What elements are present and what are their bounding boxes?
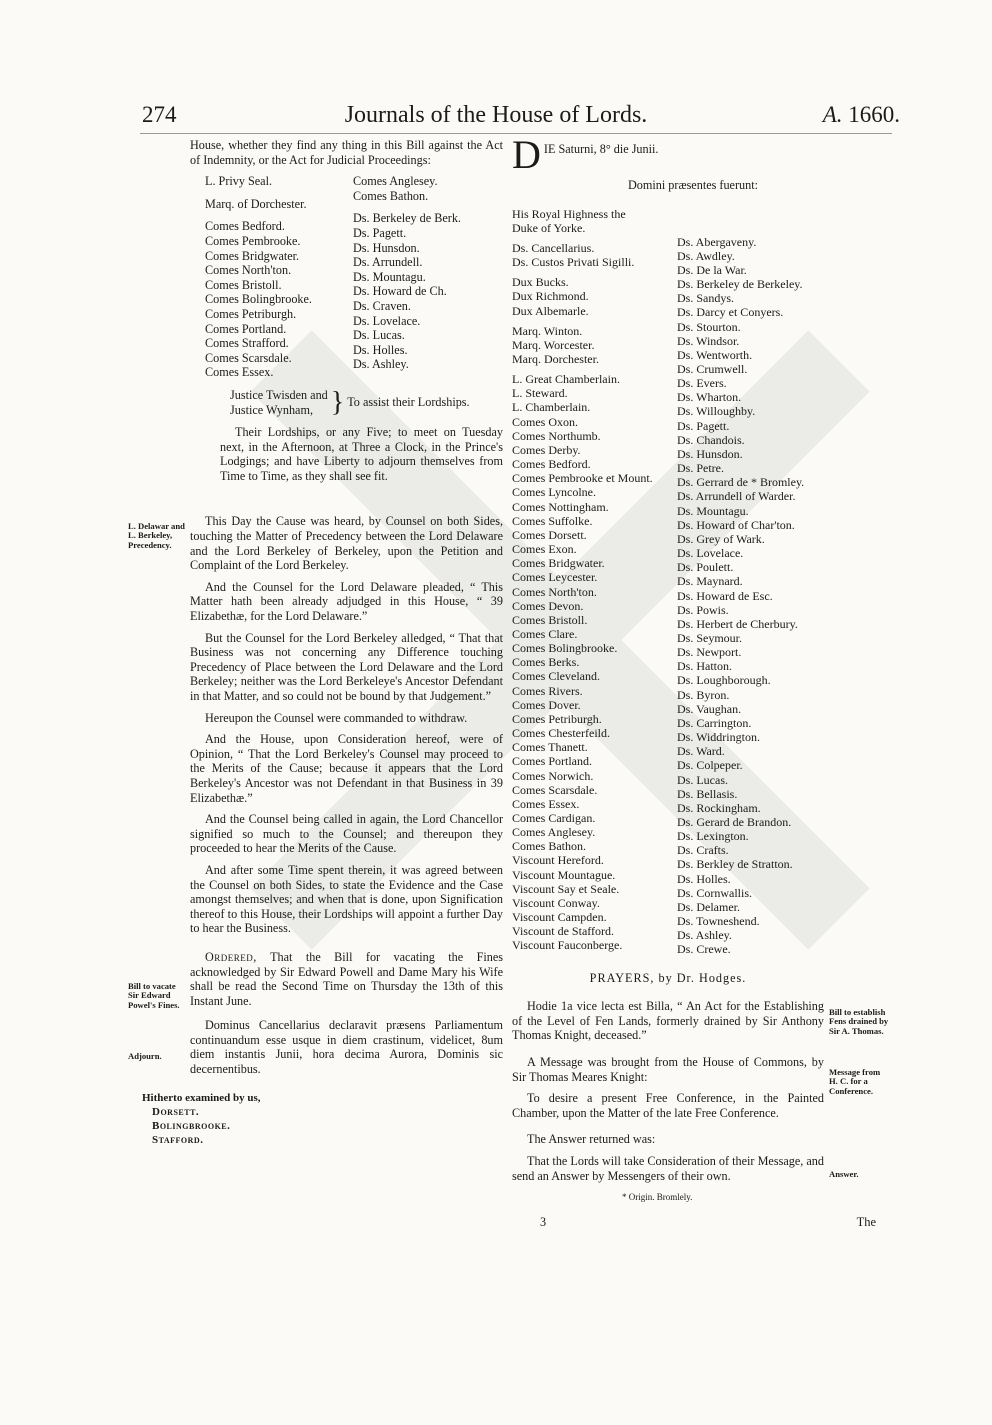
lord-present: Ds. Towneshend. (677, 914, 760, 929)
lord-present: Ds. De la War. (677, 262, 747, 277)
lord-present: Comes Dorsett. (512, 527, 587, 542)
committee-member: Comes Scarsdale. (205, 350, 292, 365)
lord-present: Viscount Hereford. (512, 853, 604, 868)
lord-present: Ds. Powis. (677, 602, 729, 617)
catchword: The (856, 1214, 876, 1229)
committee-member: Ds. Pagett. (353, 225, 407, 240)
committee-member: Comes Bristoll. (205, 277, 282, 292)
lord-present: Comes Cleveland. (512, 669, 600, 684)
lord-present: Ds. Crewe. (677, 942, 731, 957)
delaware-counsel-paragraph: And the Counsel for the Lord Delaware pleaded, “ This Matter hath been already adjudged in this House, “ 39 Elizabethæ, for the Lord Delaware.” (190, 579, 503, 624)
committee-member: Ds. Ashley. (353, 357, 409, 372)
committee-member: L. Privy Seal. (205, 174, 273, 189)
lord-present: Comes Nottingham. (512, 499, 609, 514)
lord-present: Ds. Grey of Wark. (677, 531, 765, 546)
header-rule (140, 133, 892, 134)
lord-present: Ds. Wharton. (677, 390, 742, 405)
margin-note-message: Message from H. C. for a Conference. (829, 1067, 881, 1096)
lord-present: Ds. Howard de Esc. (677, 588, 773, 603)
committee-member: Ds. Hunsdon. (353, 240, 420, 255)
running-title: Journals of the House of Lords. (344, 102, 648, 128)
lord-present: Comes Portland. (512, 754, 592, 769)
ordered-label: Ordered, (205, 949, 257, 964)
running-year (823, 100, 900, 130)
lord-present: Comes Anglesey. (512, 825, 596, 840)
committee-list-right (353, 174, 461, 380)
lord-present: Marq. Dorchester. (512, 352, 599, 366)
committee-list (205, 174, 503, 380)
spacer (353, 203, 461, 211)
lord-present: Comes Pembrooke et Mount. (512, 471, 653, 486)
margin-note-powel-fines: Bill to vacate Sir Edward Powel's Fines. (128, 981, 180, 1010)
lord-present: Comes Leycester. (512, 570, 598, 585)
lord-present: Ds. Wentworth. (677, 347, 753, 362)
lord-present: Comes Rivers. (512, 683, 583, 698)
lord-present: Comes Devon. (512, 598, 584, 613)
examiner-name: Dorsett. (152, 1105, 200, 1118)
lord-present: Comes Bridgwater. (512, 556, 605, 571)
lord-present: Comes Thanett. (512, 740, 588, 755)
lord-present: Comes Bedford. (512, 457, 591, 472)
opinion-paragraph: And the House, upon Consideration hereof, were of Opinion, “ That the Lord Berkeley's Counsel may proceed to the Merits of the Cause; because it appears that the Lord Berkeley's Ancestor was not Defendant in that Business in 39 Elizabethæ.” (190, 732, 503, 805)
prayers-heading: PRAYERS, by Dr. Hodges. (589, 970, 747, 985)
examiner-name: Stafford. (152, 1133, 204, 1146)
lord-present: Comes Bolingbrooke. (512, 641, 618, 656)
lord-present: Ds. Seymour. (677, 630, 743, 645)
lord-present: Viscount Say et Seale. (512, 881, 620, 896)
lord-present: Ds. Berkley de Stratton. (677, 857, 793, 872)
lord-present: Duke of Yorke. (512, 220, 586, 235)
committee-list-left (205, 174, 353, 380)
margin-note-precedency: L. Delawar and L. Berkeley, Precedency. (128, 521, 185, 550)
lord-present: Ds. Custos Privati Sigilli. (512, 255, 635, 270)
lord-present: Ds. Arrundell of Warder. (677, 489, 796, 504)
committee-member: Comes Anglesey. (353, 174, 438, 189)
justices-names (230, 388, 328, 417)
lord-present: Ds. Ashley. (677, 928, 732, 943)
lord-present: Viscount Conway. (512, 895, 600, 910)
margin-note-fens: Bill to establish Fens drained by Sir A. Thomas. (829, 1007, 889, 1036)
lord-present: Comes Bristoll. (512, 612, 588, 627)
lord-present: Ds. Vaughan. (677, 701, 742, 716)
lord-present: Ds. Gerrard de * Bromley. (677, 475, 805, 490)
lord-present: Dux Albemarle. (512, 303, 589, 318)
lord-present: Comes Lyncolne. (512, 485, 596, 500)
committee-member: Ds. Holles. (353, 342, 408, 357)
justices-block (230, 388, 503, 417)
committee-member: Marq. of Dorchester. (205, 196, 307, 211)
justice-line: Justice Wynham, (230, 402, 313, 417)
lord-present: Comes Exon. (512, 542, 577, 557)
lord-present: Comes Scarsdale. (512, 782, 598, 797)
page-number: 274 (142, 102, 177, 127)
lord-present: Ds. Ward. (677, 744, 725, 759)
lord-present: Ds. Hatton. (677, 659, 732, 674)
examined-block (142, 1091, 503, 1147)
committee-member: Comes Strafford. (205, 336, 289, 351)
lord-present: Ds. Rockingham. (677, 800, 761, 815)
brace-icon: } (330, 386, 345, 418)
justice-line: Justice Twisden and (230, 387, 328, 402)
date-text: IE Saturni, 8° die Junii. (543, 142, 659, 156)
lord-present: Ds. Chandois. (677, 432, 745, 447)
lord-present: Comes Northumb. (512, 428, 601, 443)
page-foot (512, 1214, 876, 1230)
precedency-paragraph: This Day the Cause was heard, by Counsel on both Sides, touching the Matter of Precedency between the Lord Delaware and the Lord Berkeley of Berkeley, upon the Petition and Complaint of the Lord Berkeley. (190, 514, 503, 573)
answer-heading: The Answer returned was: (527, 1132, 656, 1147)
signature-mark: 3 (540, 1214, 547, 1229)
message-paragraph: A Message was brought from the House of Commons, by Sir Thomas Meares Knight: (512, 1054, 824, 1084)
lord-present: Ds. Lucas. (677, 772, 728, 787)
lord-present: Ds. Mountagu. (677, 503, 749, 518)
lord-present: Ds. Colpeper. (677, 758, 743, 773)
lord-present: Dux Bucks. (512, 275, 569, 290)
date-heading (512, 138, 824, 172)
lord-present: Comes Chesterfeild. (512, 726, 610, 741)
lord-present: Ds. Willoughby. (677, 404, 756, 419)
footnote: * Origin. Bromlely. (622, 1192, 693, 1203)
committee-member: Comes Pembrooke. (205, 233, 301, 248)
committee-member: Ds. Lucas. (353, 328, 405, 343)
lord-present: Comes Oxon. (512, 414, 578, 429)
lords-right-list (677, 207, 804, 957)
lord-present: Ds. Windsor. (677, 333, 740, 348)
lord-present: Ds. Delamer. (677, 899, 740, 914)
justices-note: To assist their Lordships. (347, 395, 470, 410)
lord-present: Ds. Poulett. (677, 560, 734, 575)
withdraw-paragraph: Hereupon the Counsel were commanded to withdraw. (205, 710, 468, 725)
adjourn-paragraph: Dominus Cancellarius declaravit præsens Parliamentum continuandum esse usque in diem crastinum, videlicet, 8um diem instantis Junii, hora decima Aurora, Dominis sic decernentibus. (190, 1018, 503, 1077)
lord-present: Ds. Darcy et Conyers. (677, 305, 784, 320)
spacer (190, 490, 503, 514)
lord-present: Comes North'ton. (512, 584, 597, 599)
lord-present: Marq. Worcester. (512, 337, 595, 352)
examiner-name: Bolingbrooke. (152, 1119, 231, 1132)
committee-intro: House, whether they find any thing in this Bill against the Act of Indemnity, or the Act for Judicial Proceedings: (190, 138, 503, 167)
state-evidence-paragraph: And after some Time spent therein, it was agreed between the Counsel on both Sides, to state the Evidence and the Case amongst themselves; and when that is done, upon Signification thereof to this House, their Lordships will appoint a further Day to hear the Business. (190, 862, 503, 936)
committee-member: Comes North'ton. (205, 263, 292, 278)
lord-present: Viscount Fauconberge. (512, 938, 623, 953)
fen-bill-paragraph: Hodie 1a vice lecta est Billa, “ An Act for the Establishing of the Level of Fen Lands, formerly drained by Sir Anthony Thomas Knight, deceased.” (512, 999, 824, 1043)
lord-present: Ds. Lexington. (677, 829, 749, 844)
committee-member: Comes Petriburgh. (205, 306, 297, 321)
lord-present: Ds. Evers. (677, 376, 727, 391)
committee-member: Ds. Lovelace. (353, 313, 421, 328)
lord-present: Ds. Stourton. (677, 319, 741, 334)
committee-member: Ds. Craven. (353, 298, 411, 313)
lord-present: Comes Petriburgh. (512, 711, 602, 726)
year-value: 1660. (848, 102, 900, 127)
lord-present: L. Great Chamberlain. (512, 372, 620, 387)
lord-present: Ds. Newport. (677, 645, 742, 660)
lord-present: Marq. Winton. (512, 323, 583, 338)
lord-present: Ds. Bellasis. (677, 786, 738, 801)
lord-present: Ds. Cornwallis. (677, 885, 752, 900)
margin-note-answer: Answer. (829, 1169, 859, 1179)
lord-present: Comes Cardigan. (512, 811, 596, 825)
conference-paragraph: To desire a present Free Conference, in the Painted Chamber, upon the Matter of the late Free Conference. (512, 1091, 824, 1120)
meeting-paragraph: Their Lordships, or any Five; to meet on Tuesday next, in the Afternoon, at Three a Clock, in the Prince's Lodgings; and have Liberty to adjourn themselves from Time to Time, as they shall see fit. (220, 425, 503, 483)
lord-present: L. Steward. (512, 386, 568, 401)
lords-left-list (512, 207, 677, 957)
lord-present: Comes Dover. (512, 697, 581, 712)
berkeley-counsel-paragraph: But the Counsel for the Lord Berkeley alledged, “ That that Business was not concerning any Difference touching Precedency of Place between the Lord Delaware and the Lord Berkeley; neither was the Lord Berkeleye's Ancestor Defendant in that Matter, and so could not be bound by that Judgement.” (190, 630, 503, 703)
lord-present: Ds. Abergaveny. (677, 234, 757, 249)
ordered-text: That the Bill for vacating the Fines acknowledged by Sir Edward Powell and Dame Mary his Wife shall be read the Second Time on Thursday the 13th of this Instant June. (190, 949, 503, 1008)
year-prefix: A. (822, 102, 843, 127)
lord-present: Viscount de Stafford. (512, 924, 615, 939)
lord-present: Ds. Sandys. (677, 291, 735, 306)
committee-member: Comes Essex. (205, 365, 274, 380)
lord-present: Comes Berks. (512, 655, 580, 670)
lord-present: Ds. Lovelace. (677, 546, 744, 561)
lord-present: Ds. Maynard. (677, 574, 743, 589)
lords-present-list (512, 207, 824, 957)
committee-member: Comes Bedford. (205, 219, 285, 234)
committee-member: Ds. Mountagu. (353, 269, 426, 284)
lord-present: Comes Suffolke. (512, 513, 593, 528)
lord-present: Ds. Berkeley de Berkeley. (677, 277, 803, 292)
lord-present: Comes Norwich. (512, 768, 594, 783)
margin-note-adjourn: Adjourn. (128, 1051, 162, 1061)
answer-paragraph: That the Lords will take Consideration of their Message, and send an Answer by Messengers of their own. (512, 1153, 824, 1183)
lord-present: Viscount Mountague. (512, 867, 616, 882)
lord-present: Ds. Hunsdon. (677, 446, 743, 461)
committee-member: Ds. Howard de Ch. (353, 284, 447, 299)
lord-present: Ds. Cancellarius. (512, 240, 595, 255)
committee-member: Ds. Berkeley de Berk. (353, 211, 461, 226)
lord-present: Ds. Carrington. (677, 715, 752, 730)
lord-present: Comes Clare. (512, 626, 578, 641)
counsel-called-paragraph: And the Counsel being called in again, the Lord Chancellor signified so much to the Counsel; and thereupon they proceeded to hear the Merits of the Cause. (190, 812, 503, 856)
present-heading: Domini præsentes fuerunt: (628, 178, 758, 192)
drop-cap: D (512, 138, 541, 172)
spacer (205, 211, 353, 219)
lord-present: Ds. Howard of Char'ton. (677, 517, 795, 532)
lord-present: Comes Bathon. (512, 839, 586, 854)
lord-present: Comes Derby. (512, 442, 581, 457)
committee-member: Comes Bridgwater. (205, 248, 300, 263)
lord-present: Dux Richmond. (512, 289, 589, 304)
lord-present: Ds. Petre. (677, 461, 724, 476)
committee-member: Comes Bathon. (353, 188, 429, 203)
ordered-paragraph (190, 950, 503, 1008)
lord-present: Ds. Holles. (677, 871, 731, 886)
lord-present: Ds. Crafts. (677, 843, 729, 858)
committee-member: Ds. Arrundell. (353, 255, 423, 270)
lord-present: Ds. Loughborough. (677, 673, 771, 688)
lord-present: His Royal Highness the (512, 206, 626, 221)
lord-present: Ds. Herbert de Cherbury. (677, 616, 798, 631)
lord-present: Ds. Gerard de Brandon. (677, 815, 792, 829)
examined-label: Hitherto examined by us, (142, 1091, 261, 1104)
lord-present: Ds. Pagett. (677, 418, 730, 433)
committee-member: Comes Portland. (205, 321, 287, 336)
lord-present: Comes Essex. (512, 796, 580, 811)
lord-present: Ds. Crumwell. (677, 362, 748, 376)
lord-present: Viscount Campden. (512, 910, 607, 925)
lord-present: L. Chamberlain. (512, 400, 591, 415)
committee-member: Comes Bolingbrooke. (205, 292, 312, 307)
lord-present: Ds. Byron. (677, 687, 730, 702)
lord-present: Ds. Awdley. (677, 248, 735, 263)
lord-present: Ds. Widdrington. (677, 730, 760, 745)
spacer (205, 189, 353, 197)
